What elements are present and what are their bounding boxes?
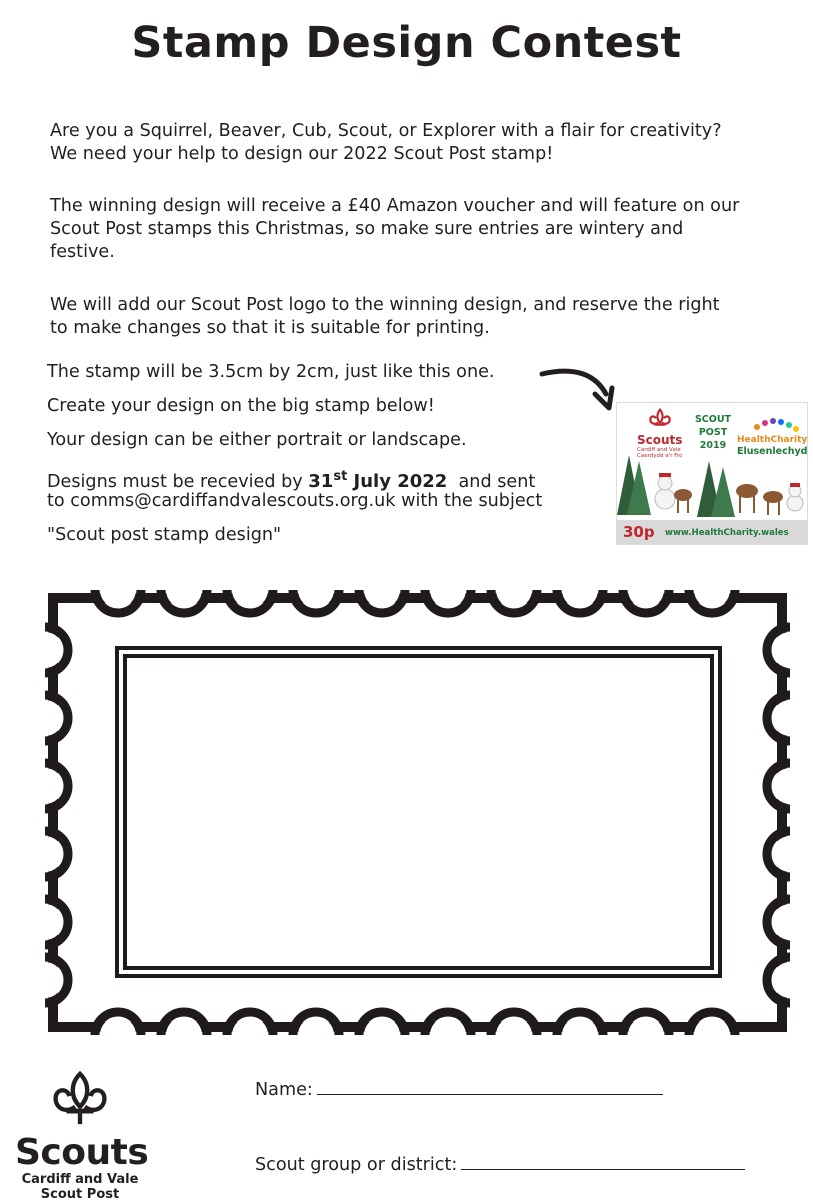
sample-brand: Scouts bbox=[637, 433, 683, 447]
sample-stamp-image bbox=[616, 402, 808, 545]
intro-line-1: Are you a Squirrel, Beaver, Cub, Scout, or Explorer with a flair for creativity? bbox=[50, 121, 722, 141]
scouts-logo bbox=[15, 1070, 149, 1202]
prize-paragraph bbox=[50, 195, 790, 264]
prize-line-1: The winning design will receive a £40 Amazon voucher and will feature on our bbox=[50, 196, 740, 216]
page-title: Stamp Design Contest bbox=[131, 18, 682, 68]
logo-line-2: to make changes so that it is suitable for printing. bbox=[50, 318, 490, 338]
prize-line-2: Scout Post stamps this Christmas, so make sure entries are wintery and bbox=[50, 219, 684, 239]
logo-line-1: Cardiff and Vale bbox=[21, 1172, 139, 1187]
instruction-orientation: Your design can be either portrait or landscape. bbox=[47, 430, 467, 450]
sample-brand-sub: Cardiff and Vale Caerdydd a'r Fro bbox=[637, 447, 683, 459]
group-field[interactable] bbox=[255, 1153, 745, 1175]
charity-flower-icon bbox=[751, 415, 801, 435]
sample-post-label: SCOUT POST 2019 bbox=[694, 414, 732, 451]
christmas-scene-icon bbox=[617, 455, 807, 521]
sample-charity-2: Elusenlechyd bbox=[737, 446, 808, 457]
curved-arrow-icon bbox=[538, 364, 618, 414]
deadline-date: 31st July 2022 bbox=[308, 469, 448, 492]
email-subject: "Scout post stamp design" bbox=[47, 525, 282, 545]
logo-line-2: Scout Post bbox=[40, 1187, 120, 1202]
deadline-email-line: to comms@cardiffandvalescouts.org.uk with the subject bbox=[47, 491, 543, 511]
sample-price: 30p bbox=[623, 523, 655, 541]
fleur-de-lis-icon bbox=[50, 1070, 110, 1128]
instructions bbox=[47, 361, 495, 463]
sample-url: www.HealthCharity.wales bbox=[665, 528, 789, 538]
instruction-create: Create your design on the big stamp below! bbox=[47, 396, 435, 416]
intro-line-2: We need your help to design our 2022 Scout Post stamp! bbox=[50, 144, 554, 164]
sample-charity-1: HealthCharity bbox=[737, 435, 808, 445]
deadline-text bbox=[47, 467, 607, 511]
logo-paragraph bbox=[50, 294, 790, 340]
name-line[interactable] bbox=[317, 1078, 663, 1095]
logo-wordmark: Scouts bbox=[15, 1132, 149, 1173]
instruction-size: The stamp will be 3.5cm by 2cm, just like this one. bbox=[47, 362, 495, 382]
logo-line-1: We will add our Scout Post logo to the winning design, and reserve the right bbox=[50, 295, 720, 315]
deadline-prefix: Designs must be recevied by bbox=[47, 472, 309, 492]
deadline-tail: and sent bbox=[447, 472, 536, 492]
fleur-de-lis-red-icon bbox=[647, 408, 673, 434]
group-line[interactable] bbox=[461, 1153, 745, 1170]
intro-paragraph bbox=[50, 120, 790, 166]
prize-line-3: festive. bbox=[50, 242, 115, 262]
name-field[interactable] bbox=[255, 1078, 663, 1100]
group-label: Scout group or district: bbox=[255, 1155, 458, 1175]
name-label: Name: bbox=[255, 1080, 313, 1100]
big-stamp-frame bbox=[45, 590, 790, 1035]
